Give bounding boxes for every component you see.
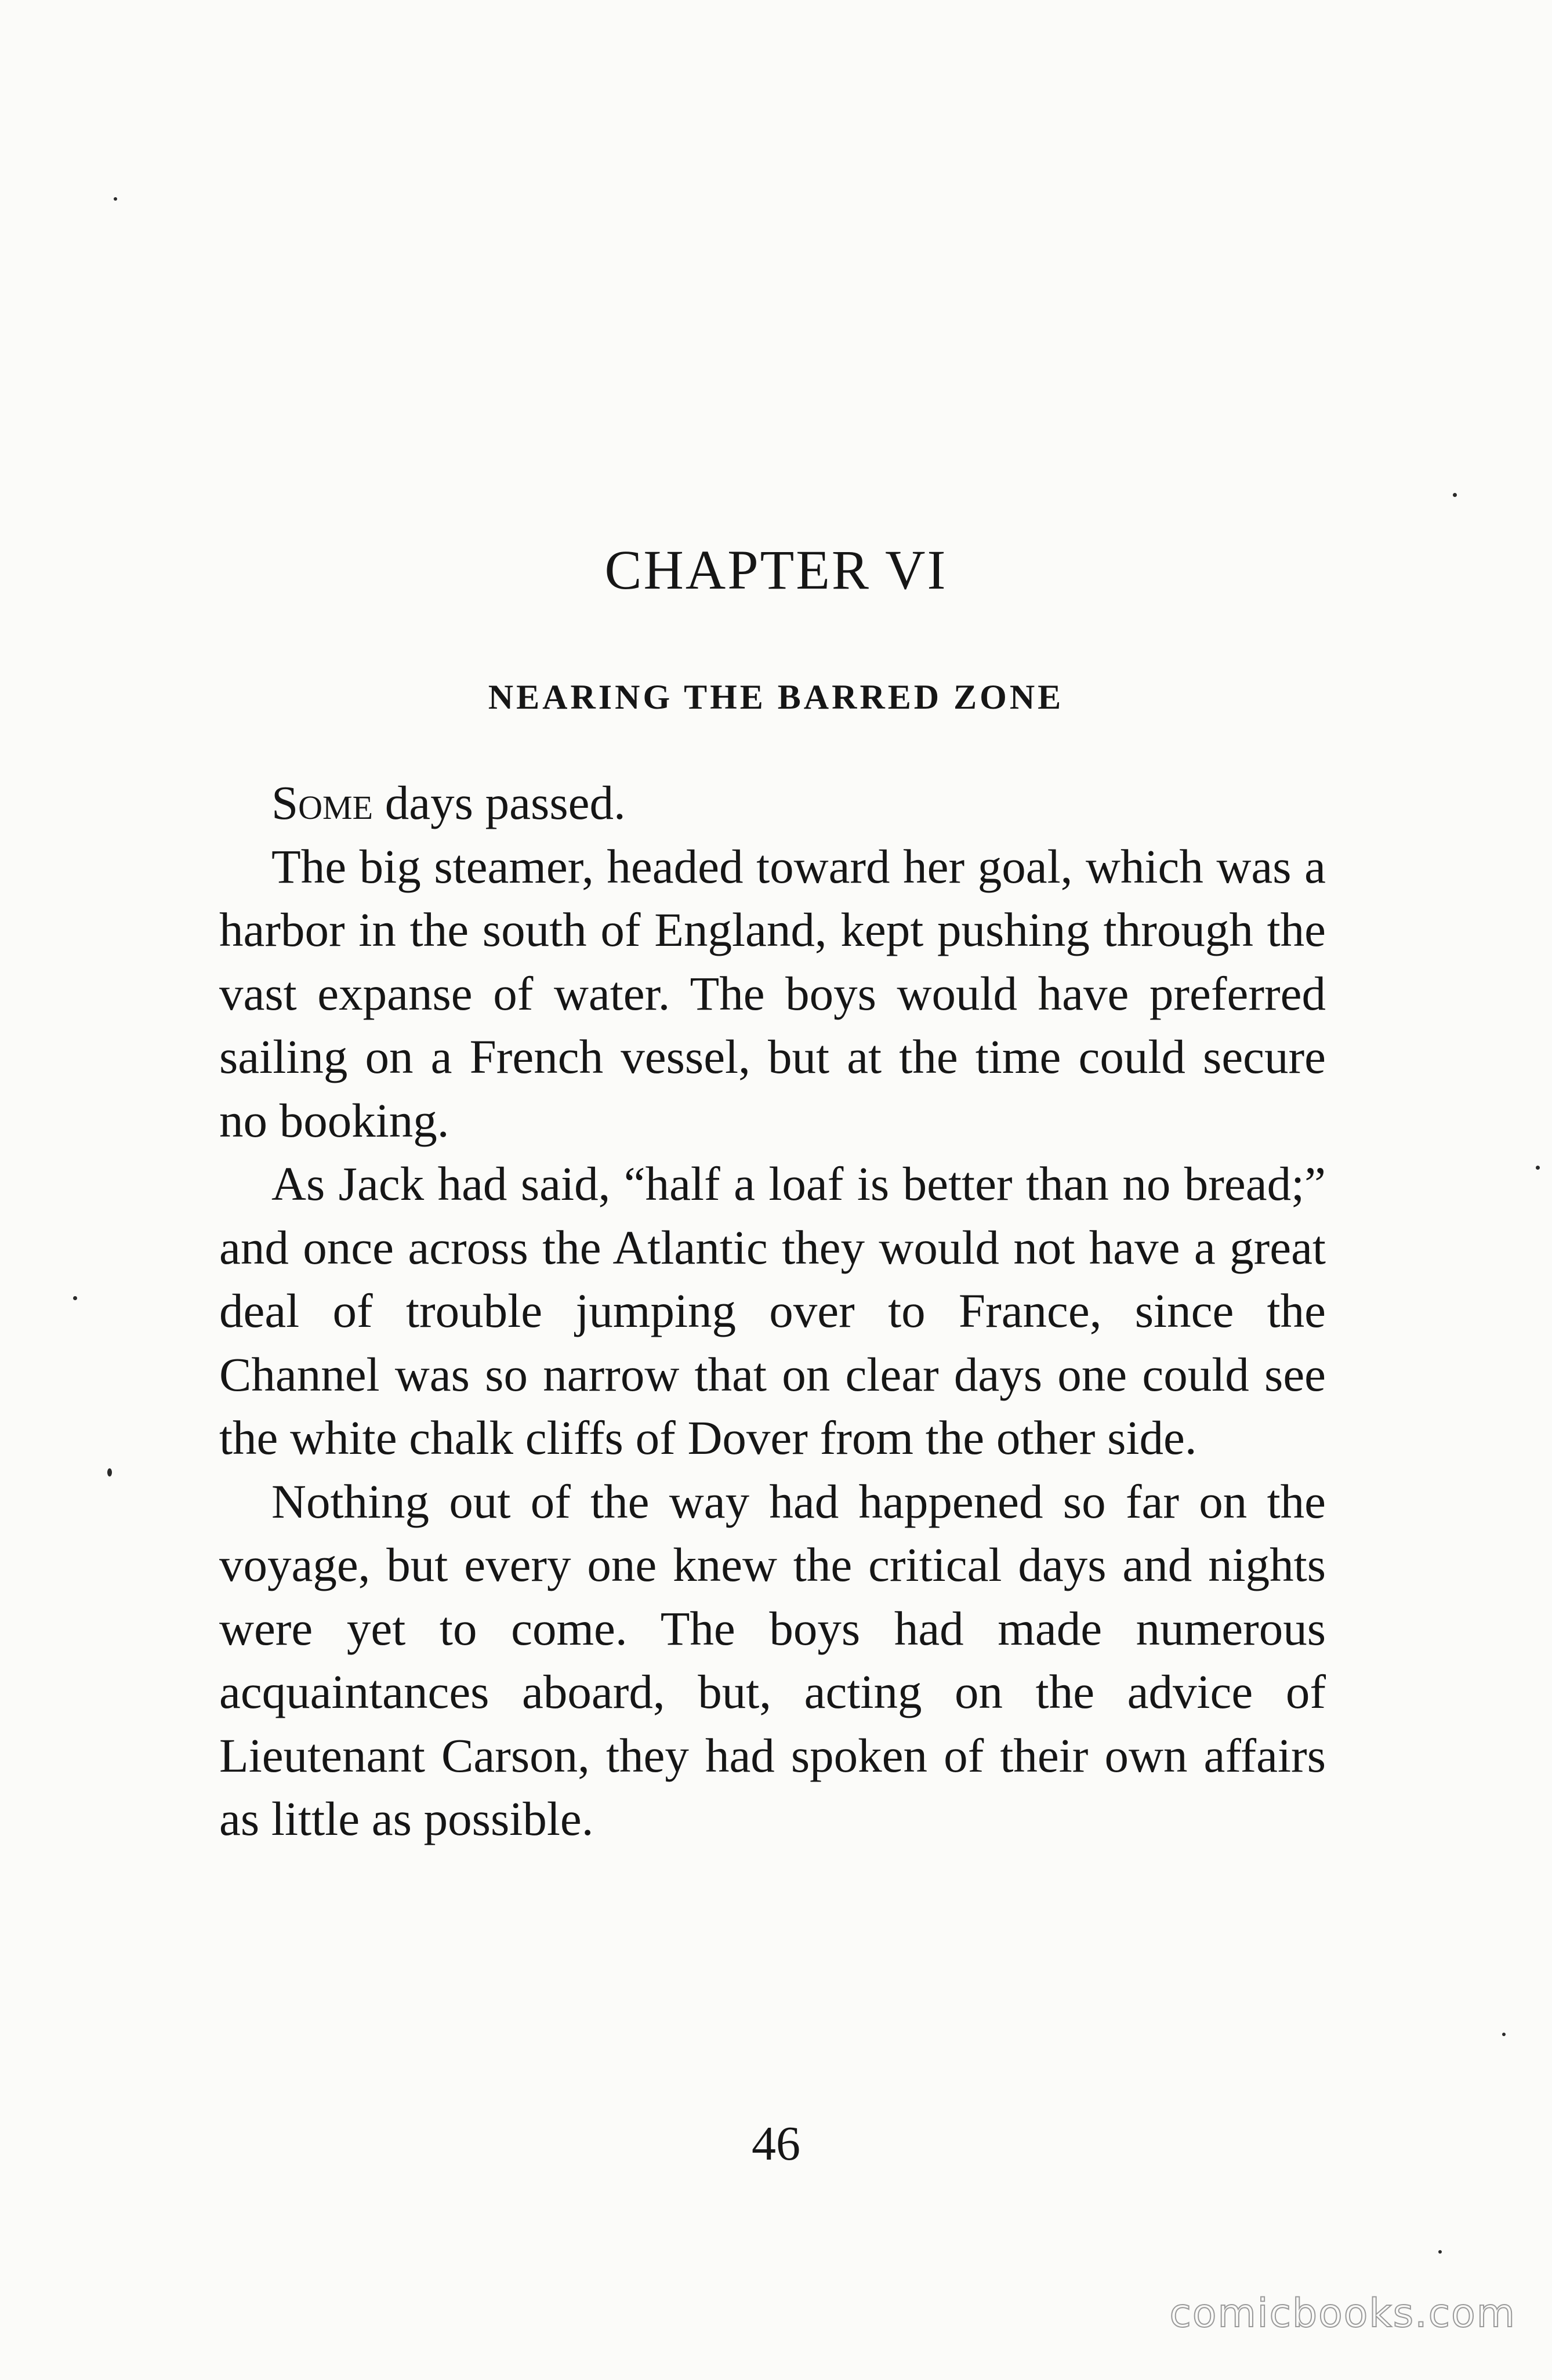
paragraph-text: Nothing out of the way had happened so far on the voyage, but every one knew the critical days and nights were yet to come. The boys had made numerous acquaintances aboard, but, acting on the advice of Lieutenant Carson, they had spoken of their own affairs as little as possible. xyxy=(219,1474,1326,1845)
paragraph-text: The big steamer, headed toward her goal, which was a harbor in the south of England, kept pushing through the vast expanse of water. The boys would have preferred sailing on a French vessel, but at the time could secure no booking. xyxy=(219,839,1326,1147)
paragraph xyxy=(219,771,1326,835)
chapter-title: NEARING THE BARRED ZONE xyxy=(488,678,1064,716)
site-watermark: comicbooks.com xyxy=(1169,2291,1516,2337)
scan-speck xyxy=(73,1296,77,1300)
paragraph xyxy=(219,835,1326,1153)
scan-speck xyxy=(1536,1166,1540,1170)
paragraph-text: As Jack had said, “half a loaf is better than no bread;” and once across the Atlantic they would not have a great deal of trouble jumping over to France, since the Channel was so narrow that on clear days one could see the white chalk cliffs of Dover from the other side. xyxy=(219,1157,1326,1464)
scan-speck xyxy=(1453,493,1457,497)
page-number: 46 xyxy=(752,2117,800,2171)
opening-word: Some xyxy=(271,776,374,829)
body-text xyxy=(219,771,1326,1851)
scan-speck xyxy=(1502,2033,1506,2036)
paragraph xyxy=(219,1470,1326,1851)
paragraph-text: days passed. xyxy=(373,776,626,829)
scan-speck xyxy=(114,197,117,201)
scan-speck xyxy=(107,1468,112,1476)
chapter-number: CHAPTER VI xyxy=(604,539,948,601)
paragraph xyxy=(219,1152,1326,1470)
scan-speck xyxy=(1438,2250,1442,2254)
